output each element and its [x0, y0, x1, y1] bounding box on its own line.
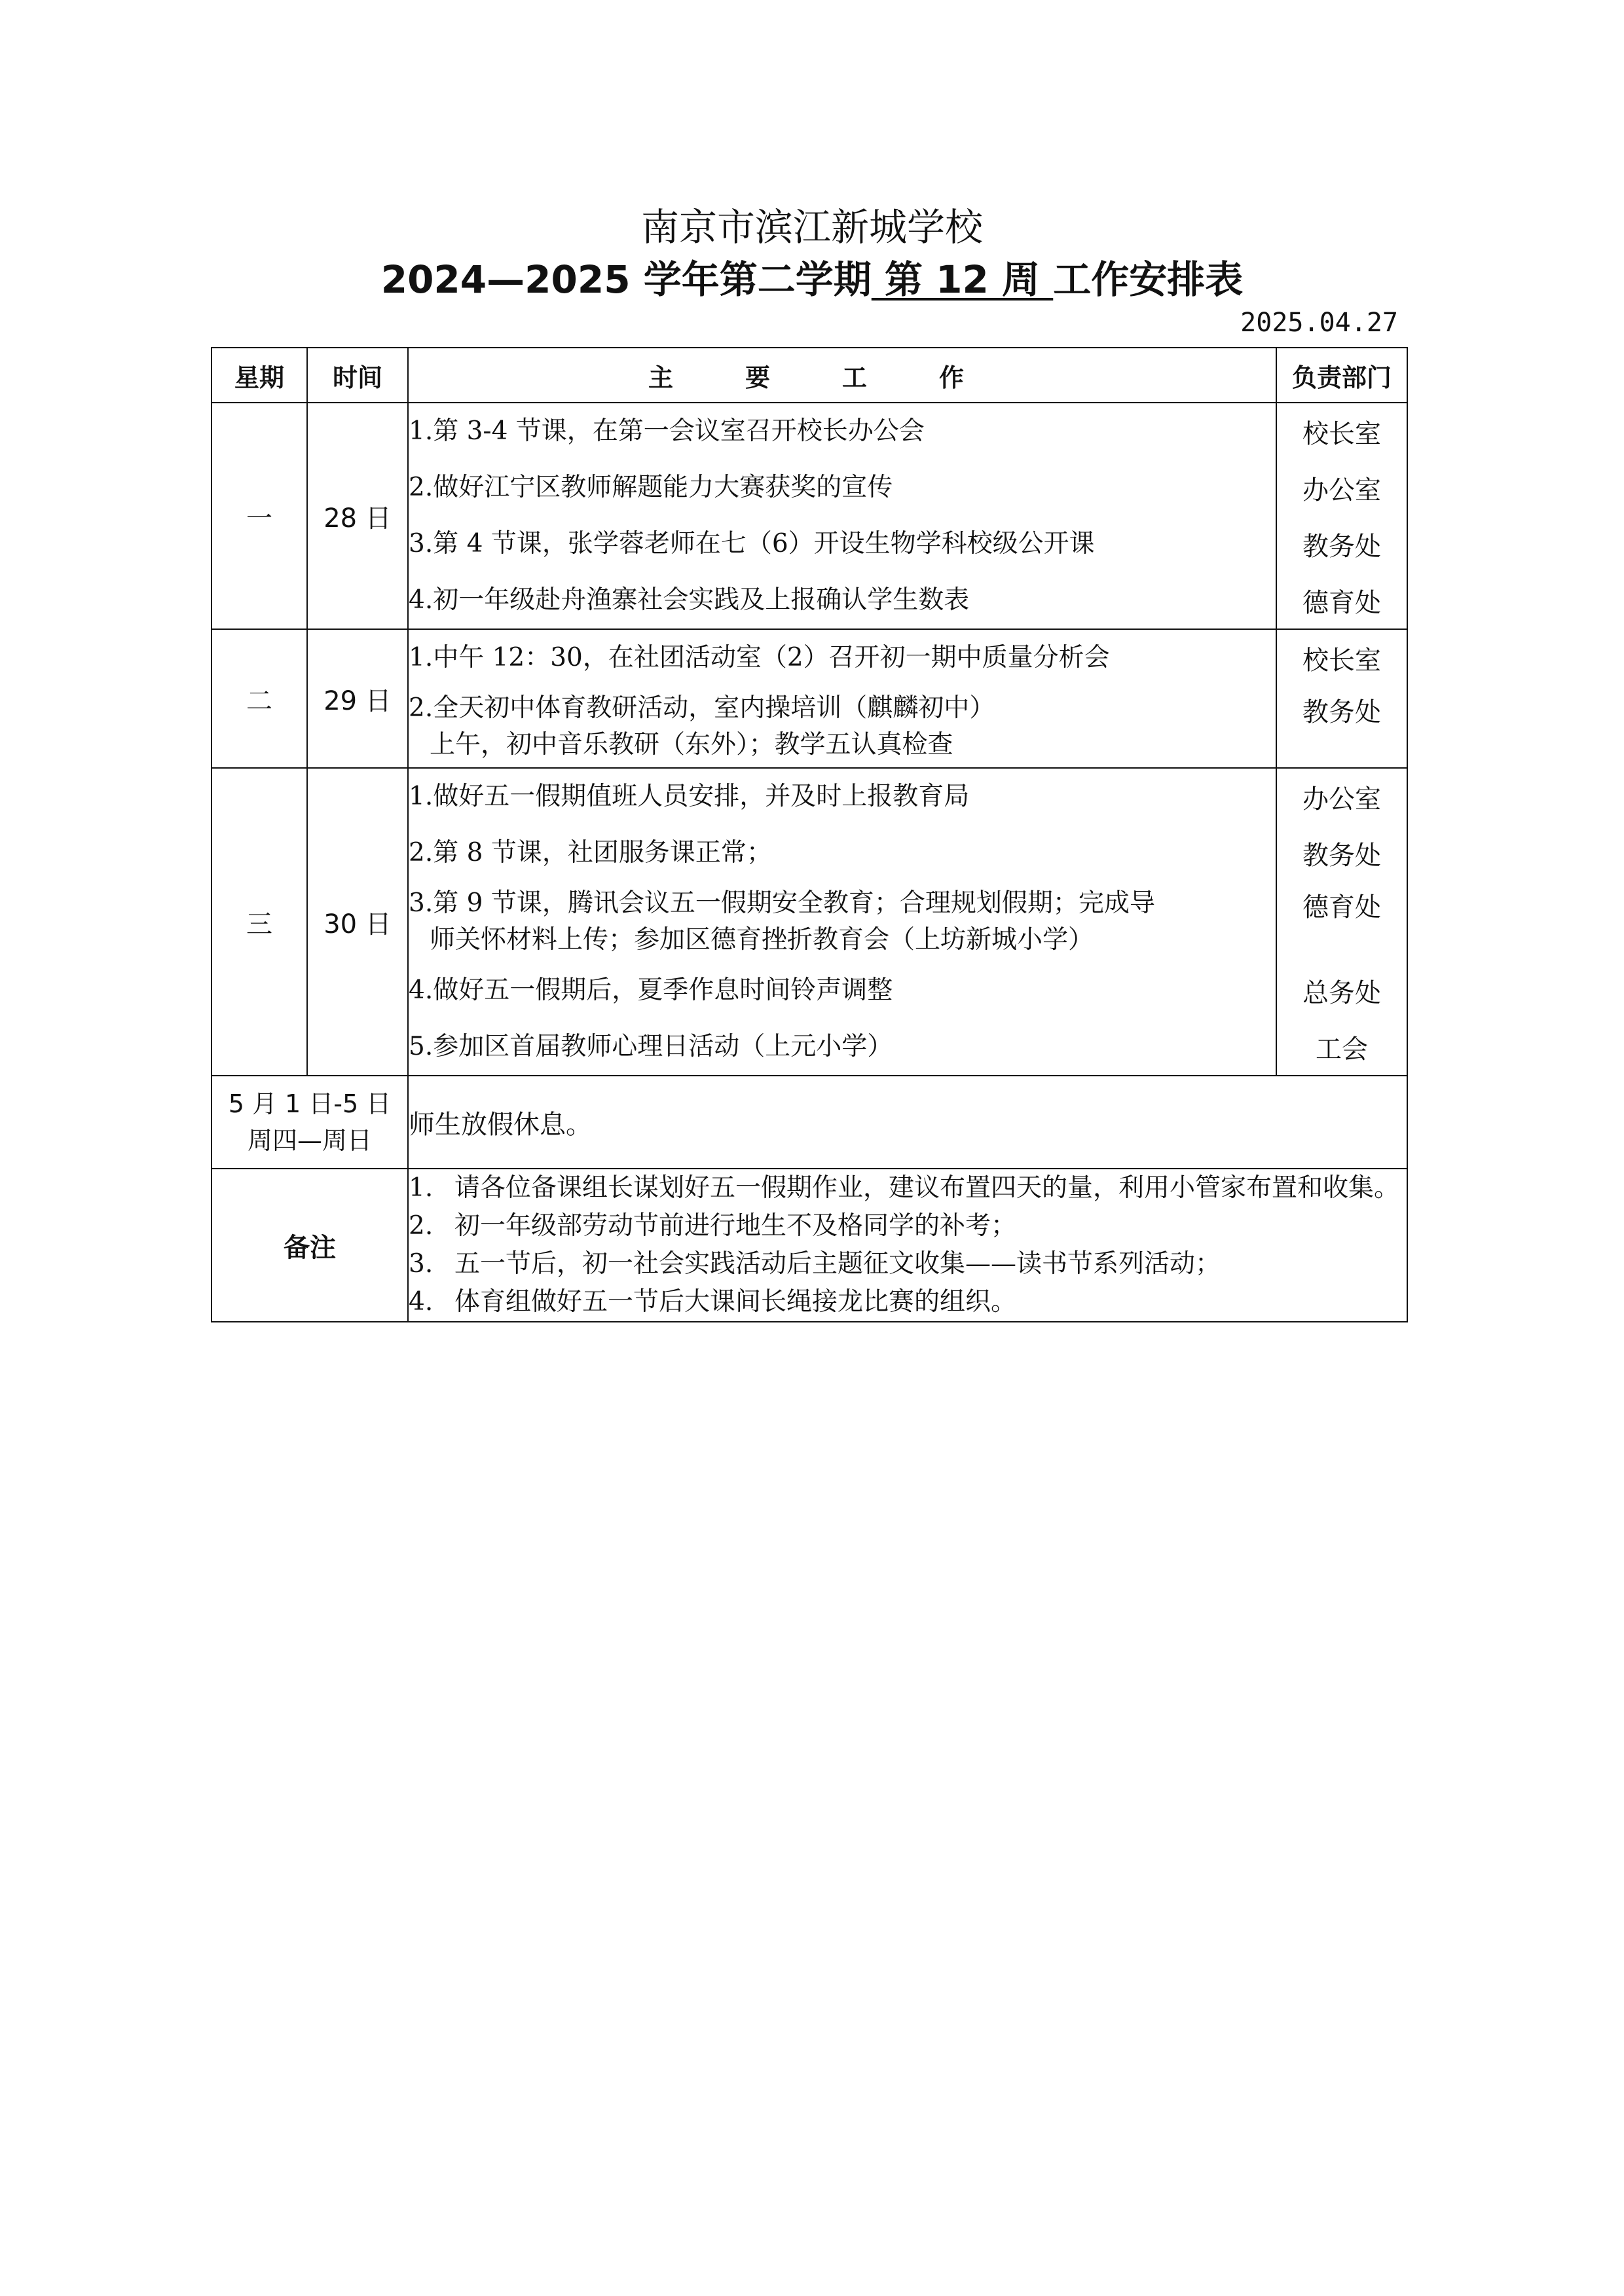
- task-item: 4.做好五一假期后，夏季作息时间铃声调整: [409, 975, 893, 1005]
- school-name: 南京市滨江新城学校: [640, 205, 983, 249]
- title-suffix: 工作安排表: [1053, 257, 1244, 302]
- note-item: 1. 请各位备课组长谋划好五一假期作业，建议布置四天的量，利用小管家布置和收集。: [409, 1173, 1400, 1203]
- notes-row: [212, 1169, 1407, 1322]
- date-cell: 28 日: [307, 403, 408, 629]
- task-item: 3.第 9 节课，腾讯会议五一假期安全教育；合理规划假期；完成导 师关怀材料上传；参加区德育挫折教育会（上坊新城小学）: [409, 888, 1155, 955]
- tasks-cell: [408, 768, 1276, 1076]
- tasks-cell: [408, 629, 1276, 768]
- date-cell: 30 日: [307, 768, 408, 1076]
- dept-item: 总务处: [1302, 977, 1381, 1008]
- dept-item: 教务处: [1302, 697, 1381, 727]
- dept-cell: [1276, 403, 1407, 629]
- day-cell: 三: [212, 768, 307, 1076]
- header-time: 时间: [307, 348, 408, 403]
- note-item: 2. 初一年级部劳动节前进行地生不及格同学的补考；: [409, 1211, 1017, 1241]
- note-item: 4. 体育组做好五一节后大课间长绳接龙比赛的组织。: [409, 1287, 1017, 1317]
- dept-item: 办公室: [1302, 475, 1381, 505]
- header-department: 负责部门: [1276, 348, 1407, 403]
- date-cell: 29 日: [307, 629, 408, 768]
- dept-item: 办公室: [1302, 784, 1381, 814]
- tasks-cell: [408, 403, 1276, 629]
- dept-cell: [1276, 629, 1407, 768]
- day-cell: 二: [212, 629, 307, 768]
- notes-label: 备注: [212, 1169, 408, 1322]
- task-item: 1.第 3-4 节课，在第一会议室召开校长办公会: [409, 416, 925, 446]
- task-item: 3.第 4 节课，张学蓉老师在七（6）开设生物学科校级公开课: [409, 529, 1095, 558]
- day-cell: 一: [212, 403, 307, 629]
- task-item: 1.中午 12：30，在社团活动室（2）召开初一期中质量分析会: [409, 643, 1110, 672]
- holiday-text: 师生放假休息。: [408, 1076, 1407, 1169]
- note-item: 3. 五一节后，初一社会实践活动后主题征文收集——读书节系列活动；: [409, 1249, 1221, 1279]
- dept-item: 教务处: [1302, 531, 1381, 562]
- task-item: 2.全天初中体育教研活动，室内操培训（麒麟初中） 上午，初中音乐教研（东外）；教学五认真检查: [409, 693, 995, 759]
- dept-cell: [1276, 768, 1407, 1076]
- task-item: 2.第 8 节课，社团服务课正常；: [409, 838, 772, 867]
- holiday-dates: 5 月 1 日-5 日: [228, 1089, 392, 1118]
- schedule-title: [0, 249, 1624, 304]
- header-main-work: 主要工作: [408, 348, 1276, 403]
- header-row: [212, 348, 1407, 403]
- term-label: 2024—2025 学年第二学期: [380, 257, 872, 302]
- task-item: 5.参加区首届教师心理日活动（上元小学）: [409, 1032, 893, 1061]
- notes-cell: [408, 1169, 1407, 1322]
- holiday-period: [212, 1076, 408, 1169]
- table-row: [212, 768, 1407, 1076]
- task-item: 4.初一年级赴舟渔寨社会实践及上报确认学生数表: [409, 585, 970, 615]
- holiday-weekdays: 周四—周日: [247, 1126, 372, 1155]
- schedule-table: [211, 347, 1408, 1322]
- task-item: 1.做好五一假期值班人员安排，并及时上报教育局: [409, 782, 970, 811]
- dept-item: 校长室: [1302, 645, 1381, 676]
- task-item: 2.做好江宁区教师解题能力大赛获奖的宣传: [409, 473, 893, 502]
- header-day: 星期: [212, 348, 307, 403]
- document-date: 2025.04.27: [1240, 308, 1398, 338]
- table-row: [212, 629, 1407, 768]
- holiday-row: [212, 1076, 1407, 1169]
- dept-item: 校长室: [1302, 418, 1381, 449]
- dept-item: 德育处: [1302, 892, 1381, 922]
- dept-item: 工会: [1316, 1034, 1368, 1065]
- dept-item: 教务处: [1302, 840, 1381, 871]
- week-label: 第 12 周: [871, 257, 1054, 302]
- dept-item: 德育处: [1302, 587, 1381, 618]
- table-row: [212, 403, 1407, 629]
